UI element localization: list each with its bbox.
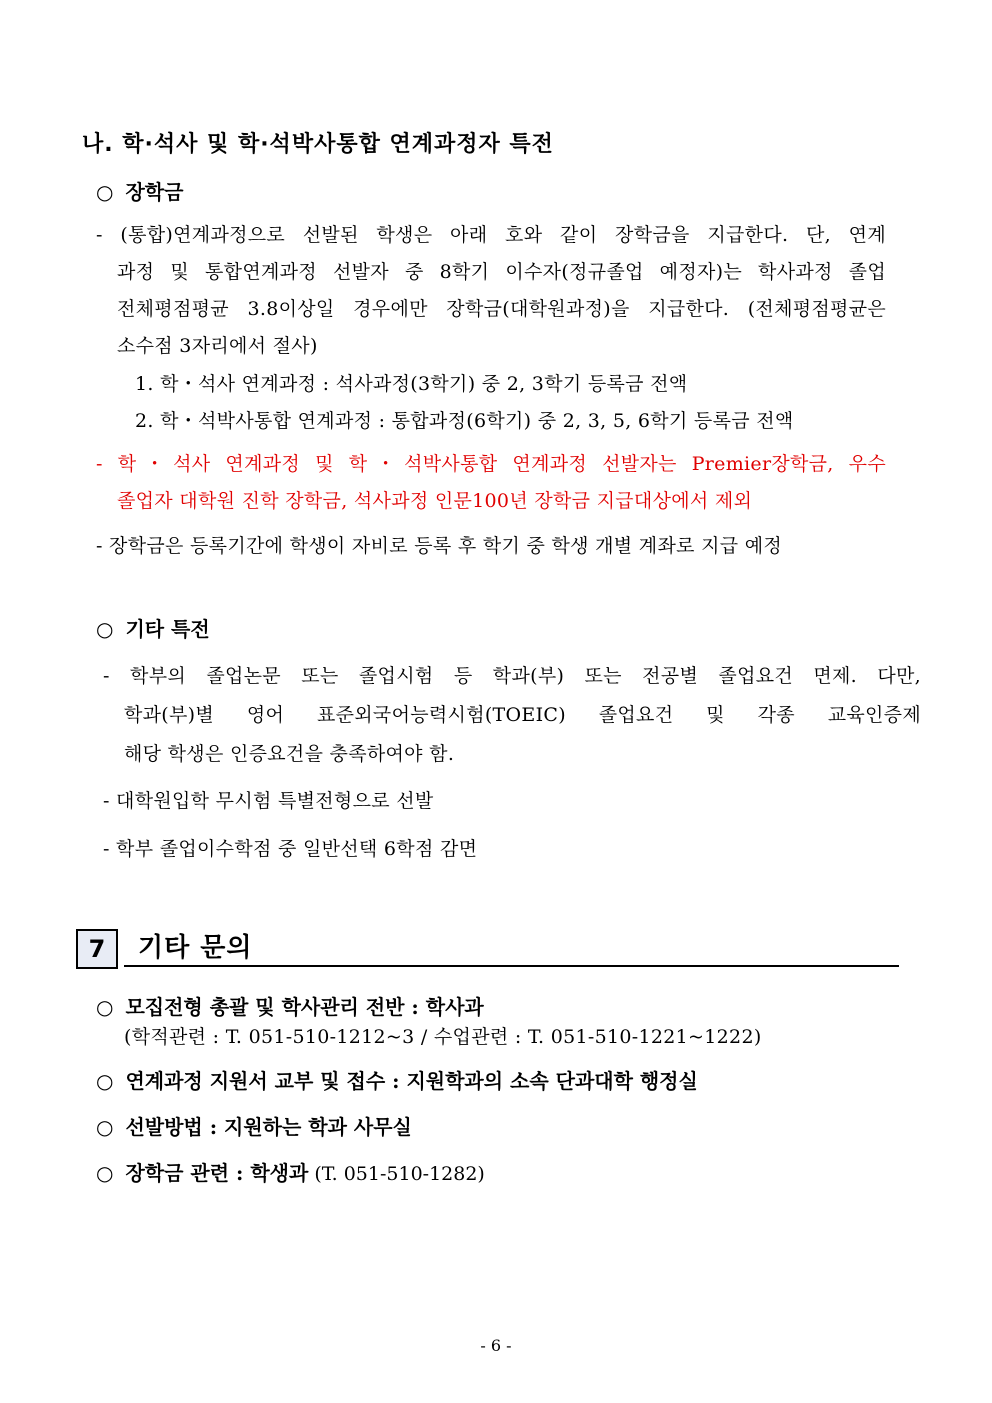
- scholarship-item-1: 1. 학・석사 연계과정 : 석사과정(3학기) 중 2, 3학기 등록금 전액: [135, 373, 688, 395]
- scholarship-para-line: 소수점 3자리에서 절사): [117, 335, 318, 357]
- section-7-title: 기타 문의: [138, 933, 253, 963]
- inquiry-item: ○ 연계과정 지원서 교부 및 접수 : 지원학과의 소속 단과대학 행정실: [96, 1069, 698, 1093]
- section-7-header: [124, 925, 899, 967]
- other-benefits-heading: ○ 기타 특전: [96, 617, 210, 641]
- bullet-circle: ○: [96, 180, 114, 204]
- inquiry-item: ○ 모집전형 총괄 및 학사관리 전반 : 학사과: [96, 995, 484, 1019]
- benefit-para-line: - 학부의 졸업논문 또는 졸업시험 등 학과(부) 또는 전공별 졸업요건 면제. 다만,: [103, 665, 921, 687]
- scholarship-item-2: 2. 학・석박사통합 연계과정 : 통합과정(6학기) 중 2, 3, 5, 6학기 등록금 전액: [135, 410, 794, 432]
- bullet-circle: ○: [96, 995, 114, 1019]
- inquiry-item: ○ 선발방법 : 지원하는 학과 사무실: [96, 1115, 412, 1139]
- inquiry-contact: (학적관련 : T. 051-510-1212~3 / 수업관련 : T. 051-510-1221~1222): [124, 1026, 762, 1048]
- bullet-circle: ○: [96, 617, 114, 641]
- payment-note: - 장학금은 등록기간에 학생이 자비로 등록 후 학기 중 학생 개별 계좌로 지급 예정: [96, 535, 783, 557]
- inquiry-phone: (T. 051-510-1282): [308, 1163, 485, 1185]
- scholarship-para-line: - (통합)연계과정으로 선발된 학생은 아래 호와 같이 장학금을 지급한다. 단, 연계: [96, 224, 886, 246]
- inquiry-item: ○ 장학금 관련 : 학생과 (T. 051-510-1282): [96, 1161, 485, 1185]
- section-title: 나. 학·석사 및 학·석박사통합 연계과정자 특전: [82, 132, 554, 157]
- scholarship-para-line: 과정 및 통합연계과정 선발자 중 8학기 이수자(정규졸업 예정자)는 학사과정 졸업: [117, 261, 886, 283]
- bullet-circle: ○: [96, 1115, 114, 1139]
- exclusion-notice-line: 졸업자 대학원 진학 장학금, 석사과정 인문100년 장학금 지급대상에서 제외: [117, 490, 753, 512]
- benefit-para-line: 학과(부)별 영어 표준외국어능력시험(TOEIC) 졸업요건 및 각종 교육인증제: [124, 704, 921, 726]
- benefit-item: - 대학원입학 무시험 특별전형으로 선발: [103, 790, 434, 812]
- benefit-item: - 학부 졸업이수학점 중 일반선택 6학점 감면: [103, 838, 478, 860]
- section-number-box: 7: [76, 929, 118, 969]
- page-number: - 6 -: [480, 1336, 512, 1355]
- bullet-circle: ○: [96, 1069, 114, 1093]
- exclusion-notice-line: - 학・석사 연계과정 및 학・석박사통합 연계과정 선발자는 Premier장학금, 우수: [96, 453, 886, 475]
- benefit-para-line: 해당 학생은 인증요건을 충족하여야 함.: [124, 743, 455, 765]
- scholarship-heading: ○ 장학금: [96, 180, 184, 204]
- bullet-circle: ○: [96, 1161, 114, 1185]
- scholarship-para-line: 전체평점평균 3.8이상일 경우에만 장학금(대학원과정)을 지급한다. (전체평점평균은: [117, 298, 886, 320]
